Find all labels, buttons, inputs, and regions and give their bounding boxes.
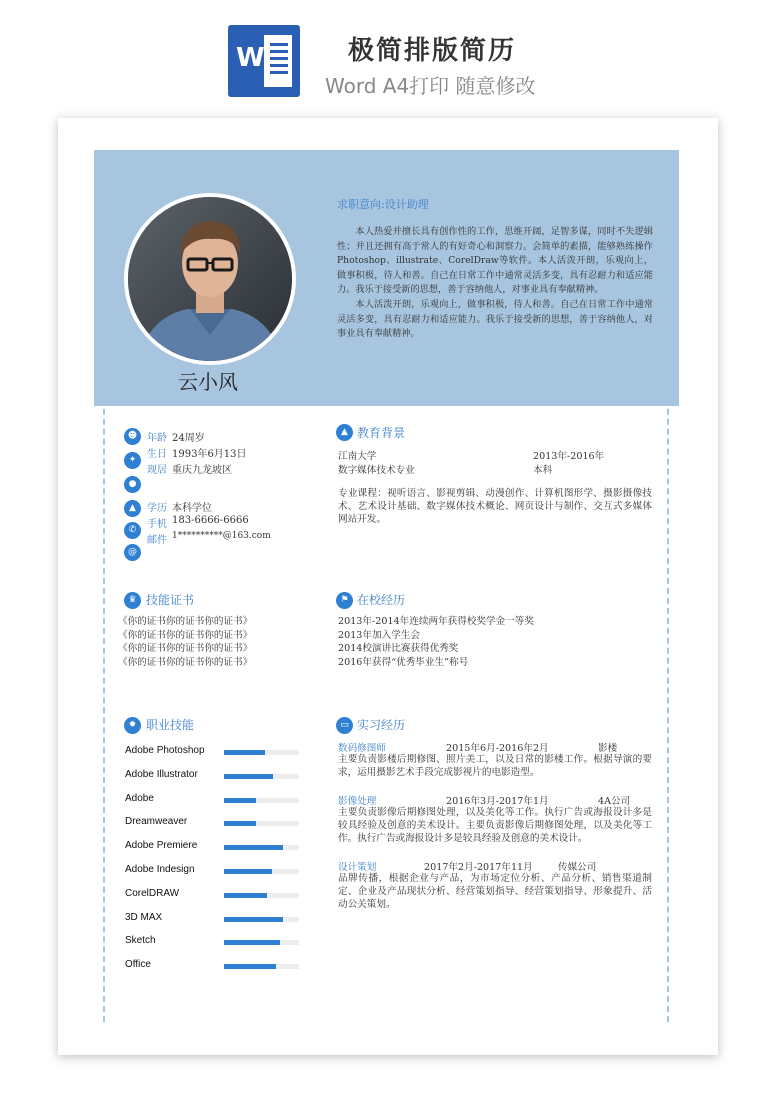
skill-bar <box>224 917 299 922</box>
list-item: 《你的证书你的证书你的证书》 <box>118 616 253 627</box>
skill-bar-fill <box>224 774 273 779</box>
education-label: 学历 <box>147 503 167 514</box>
birthday-value: 1993年6月13日 <box>172 449 247 460</box>
list-item: 2013年-2014年连续两年获得校奖学金一等奖 <box>338 616 534 627</box>
monitor-icon: ▭ <box>336 717 353 734</box>
residence-value: 重庆九龙坡区 <box>172 465 232 476</box>
self-introduction <box>337 225 653 342</box>
skill-bar-fill <box>224 798 256 803</box>
internship-company: 传媒公司 <box>558 862 597 873</box>
skill-name: Sketch <box>125 935 156 947</box>
skill-row <box>125 912 305 936</box>
internship-company: 4A公司 <box>598 796 631 807</box>
location-pin-icon: ● <box>124 476 141 493</box>
certificates-title: 技能证书 <box>146 593 195 607</box>
email-at-icon: @ <box>124 544 141 561</box>
courses: 专业课程：视听语言、影视剪辑、动漫创作、计算机图形学、摄影摄像技术、艺术设计基础、数字媒体技术概论、网页设计与制作、交互式多媒体网站开发。 <box>338 488 652 525</box>
skill-bar <box>224 893 299 898</box>
skill-bar <box>224 821 299 826</box>
education-title: 教育背景 <box>357 426 406 440</box>
flag-icon: ⚑ <box>336 592 353 609</box>
cake-icon: ✦ <box>124 452 141 469</box>
skill-row <box>125 769 305 793</box>
degree: 本科 <box>533 465 553 476</box>
skill-bar-fill <box>224 917 283 922</box>
list-item: 2014校演讲比赛获得优秀奖 <box>338 643 459 654</box>
left-dashed-line <box>103 150 105 1022</box>
email-label: 邮件 <box>147 535 167 546</box>
skill-row <box>125 935 305 959</box>
phone-value: 183-6666-6666 <box>172 515 249 526</box>
internship-period: 2017年2月-2017年11月 <box>424 862 533 873</box>
skill-bar <box>224 798 299 803</box>
skills-title: 职业技能 <box>146 718 195 732</box>
skill-name: CorelDRAW <box>125 887 180 899</box>
word-logo-icon <box>228 25 300 97</box>
internship-desc: 品牌传播，根据企业与产品，为市场定位分析、产品分析、销售渠道制定、企业及产品现状分析、经营策划指导、经营策划指导、形象提升、活动公关策划。 <box>338 873 652 910</box>
birthday-label: 生日 <box>147 449 167 460</box>
campus-list <box>338 615 534 669</box>
internship-role: 数码修图师 <box>338 743 386 754</box>
education-period: 2013年-2016年 <box>533 451 605 462</box>
skill-bar-fill <box>224 893 267 898</box>
skill-name: Adobe Indesign <box>125 863 195 875</box>
list-item: 2013年加入学生会 <box>338 629 420 641</box>
skill-bar-fill <box>224 940 280 945</box>
internship-item <box>338 740 652 779</box>
intro-paragraph: 本人热爱并擅长具有创作性的工作，思维开阔，足智多谋，同时不失逻辑性；并且还拥有高于常人的有好奇心和洞察力。会简单的素描，能够熟练操作Photoshop、illustrate、CorelDraw等软件。本人活泼开朗，乐观向上，做事积极，待人和善。自己在日常工作中通常灵活多变，具有忍耐力和适应能力。我乐于接受新的思想，善于容纳他人，对事业具有奉献精神。 <box>337 226 653 296</box>
skill-name: Adobe Premiere <box>125 840 198 852</box>
word-logo-letter: W <box>236 43 265 73</box>
skill-name: Adobe <box>125 792 154 804</box>
phone-label: 手机 <box>147 519 167 530</box>
skill-bar <box>224 869 299 874</box>
internship-title: 实习经历 <box>357 718 406 732</box>
campus-title: 在校经历 <box>357 593 406 607</box>
education-value: 本科学位 <box>172 503 212 514</box>
internship-role: 影像处理 <box>338 796 377 807</box>
skill-name: Adobe Illustrator <box>125 768 198 780</box>
skill-bar-fill <box>224 750 265 755</box>
skill-row <box>125 816 305 840</box>
skill-name: Office <box>125 959 151 971</box>
internship-desc: 主要负责影楼后期修图、照片美工，以及日常的影楼工作。根据导演的要求，运用摄影艺术手段完成影视片的电影造型。 <box>338 754 652 778</box>
residence-label: 现居 <box>147 465 167 476</box>
internship-desc: 主要负责影像后期修图处理，以及美化等工作。执行广告或海报设计多是较具经验及创意的美术设计。主要负责影像后期修图处理，以及美化等工作。执行广告或海报设计多是较具经验及创意的美术设计。 <box>338 807 652 844</box>
skill-name: 3D MAX <box>125 911 163 923</box>
candidate-name: 云小风 <box>178 370 238 394</box>
skill-bar <box>224 845 299 850</box>
banner-title: 极简排版简历 <box>348 36 517 66</box>
skill-row <box>125 840 305 864</box>
skill-bar <box>224 964 299 969</box>
internship-item <box>338 859 652 911</box>
list-item: 《你的证书你的证书你的证书》 <box>118 629 253 641</box>
email-value: 1**********@163.com <box>172 531 271 541</box>
list-item: 《你的证书你的证书你的证书》 <box>118 643 253 654</box>
age-value: 24周岁 <box>172 433 205 444</box>
education-hat-icon: ▲ <box>336 424 353 441</box>
internship-period: 2016年3月-2017年1月 <box>446 796 549 807</box>
banner-subtitle: Word A4打印 随意修改 <box>325 74 536 98</box>
internship-item <box>338 793 652 845</box>
certificates-list <box>118 615 252 669</box>
major-name: 数字媒体技术专业 <box>338 465 415 476</box>
skill-bar <box>224 774 299 779</box>
graduation-cap-icon: ▲ <box>124 500 141 517</box>
trophy-icon: ♛ <box>124 592 141 609</box>
list-item: 2016年获得“优秀毕业生”称号 <box>338 656 469 668</box>
internship-role: 设计策划 <box>338 862 377 873</box>
list-item: 《你的证书你的证书你的证书》 <box>118 656 253 668</box>
school-name: 江南大学 <box>338 451 377 462</box>
person-icon: ☻ <box>124 428 141 445</box>
skill-row <box>125 959 305 983</box>
skill-row <box>125 864 305 888</box>
skill-bar <box>224 940 299 945</box>
internship-company: 影楼 <box>598 743 618 754</box>
right-dashed-line <box>667 150 669 1022</box>
phone-icon: ✆ <box>124 522 141 539</box>
internship-period: 2015年6月-2016年2月 <box>446 743 549 754</box>
skill-row <box>125 745 305 769</box>
skill-name: Dreamweaver <box>125 816 188 828</box>
gear-icon: ✹ <box>124 717 141 734</box>
skill-bar <box>224 750 299 755</box>
skill-row <box>125 888 305 912</box>
avatar <box>124 193 296 365</box>
skills-list <box>125 745 305 983</box>
skill-bar-fill <box>224 821 256 826</box>
intro-paragraph: 本人活泼开朗，乐观向上，做事积极，待人和善。自己在日常工作中通常灵活多变，具有忍耐力和适应能力。我乐于接受新的思想，善于容纳他人，对事业具有奉献精神。 <box>337 298 653 340</box>
age-label: 年龄 <box>147 433 167 444</box>
skill-name: Adobe Photoshop <box>125 745 205 756</box>
skill-bar-fill <box>224 845 283 850</box>
skill-row <box>125 793 305 817</box>
skill-bar-fill <box>224 869 272 874</box>
job-objective: 求职意向:设计助理 <box>337 198 429 211</box>
skill-bar-fill <box>224 964 276 969</box>
